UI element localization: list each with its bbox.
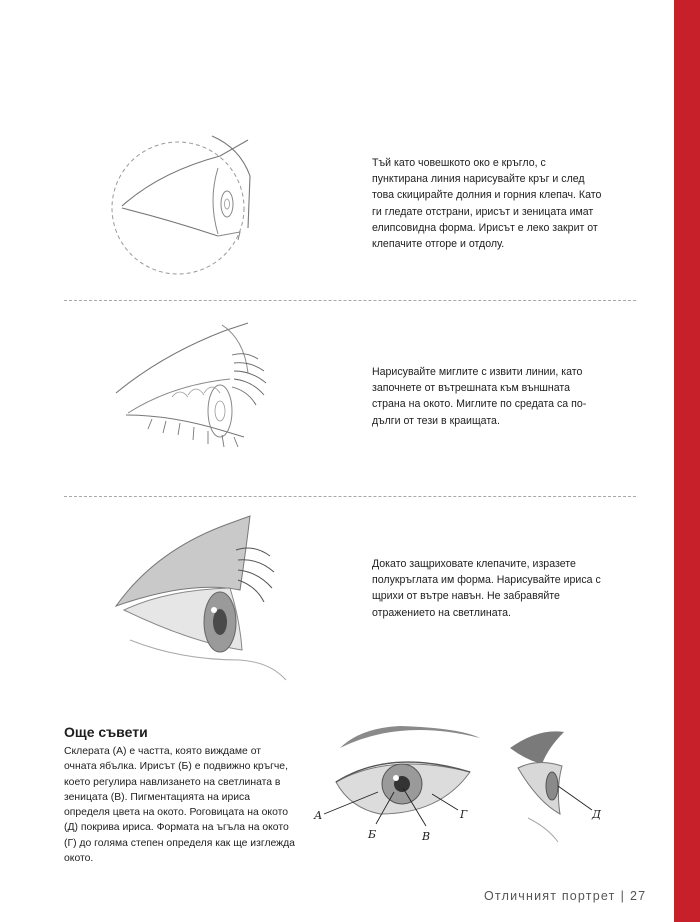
label-sclera: А [314, 809, 323, 822]
eye-sketch-step-2 [112, 315, 302, 475]
page-number: 27 [630, 889, 647, 903]
step-1-caption: Тъй като човешкото око е кръгло, с пунктирана линия нарисувайте кръг и след това скицирайте долния и горния клепач. Като ги гледате отстрани, ирисът и зеницата имат елипсовидна форма. Ирисът е леко закрит от клепачите отгоре и отдолу. [372, 157, 602, 251]
label-iris: Б [368, 828, 377, 841]
eye-sketch-step-3 [110, 510, 310, 690]
step-2-caption: Нарисувайте миглите с извити линии, като започнете от вътрешната към външната страна на окото. Миглите по средата са по-дълги от тези в краищата. [372, 366, 587, 427]
chapter-title: Отличният портрет [484, 889, 616, 903]
label-eye-corner: Г [460, 808, 468, 821]
accent-side-bar [674, 0, 700, 922]
eye-diagram-front [310, 718, 490, 848]
step-3-caption: Докато защриховате клепачите, изразете полукръглата им форма. Нарисувайте ириса с щрихи от вътре навън. Не забравяйте отражението на светлината. [372, 558, 601, 619]
divider-1 [64, 300, 636, 301]
label-pupil: В [422, 830, 431, 843]
eye-sketch-step-1 [100, 128, 260, 288]
page-footer [484, 889, 646, 903]
eye-diagram-side [498, 718, 608, 848]
label-cornea: Д [592, 808, 601, 821]
footer-separator: | [620, 889, 626, 903]
tips-heading: Още съвети [64, 724, 148, 740]
divider-2 [64, 496, 636, 497]
tips-body: Склерата (А) е частта, която виждаме от очната ябълка. Ирисът (Б) е подвижно кръгче, което регулира навлизането на светлината в зеницата (В). Пигментацията на ириса определя цвета на окото. Роговицата на окото (Д) покрива ириса. Формата на ъгъла на окото (Г) до голяма степен определя как ще изглежда окото. [64, 746, 295, 865]
